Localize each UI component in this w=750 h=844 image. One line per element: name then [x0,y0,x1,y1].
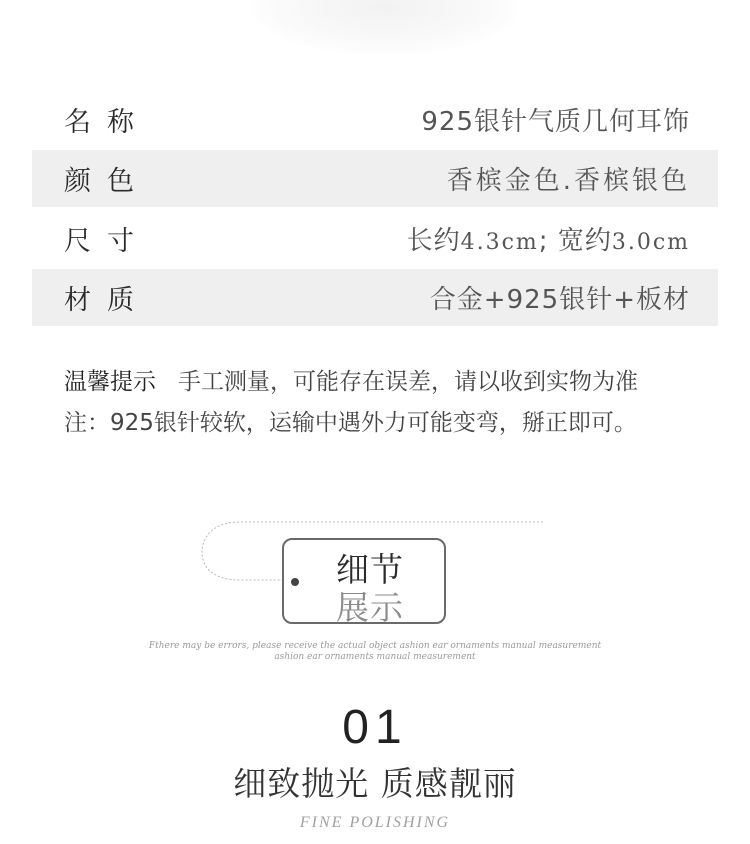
size-width-label: ; 宽约 [538,225,612,256]
spec-row-size [32,207,718,269]
section-subtitle-en: FINE POLISHING [299,814,451,831]
spec-value-size [407,220,690,257]
spec-label-size: 尺寸 [64,225,150,257]
spec-label-material: 材质 [64,285,150,316]
spec-value-color: 香槟金色.香槟银色 [446,166,690,196]
spec-label-name: 名称 [64,106,150,138]
size-width-value: 3.0cm [611,229,690,255]
fine-print [100,641,650,663]
spec-row-material [32,269,718,326]
tips-text-2: 注：925银针较软，运输中遇外力可能变弯，掰正即可。 [64,410,637,436]
spec-row-color [32,150,718,207]
size-length-label: 长约 [406,225,461,256]
product-image-shadow [250,0,520,55]
detail-title-line2: 展示 [336,588,404,627]
spec-value-name: 925银针气质几何耳饰 [421,106,690,137]
detail-title-line1: 细节 [336,550,404,589]
fine-print-line-1: Fthere may be errors, please receive the actual object ashion ear ornaments manual measurement [148,641,602,651]
spec-table [32,88,718,326]
spec-label-color: 颜色 [64,166,150,197]
tips-text-1: 手工测量，可能存在误差，请以收到实物为准 [178,369,638,395]
size-length-value: 4.3cm [460,229,539,255]
tips-line-1 [64,362,724,403]
spec-row-name [32,88,718,150]
section-number: 01 [342,701,408,754]
spec-value-material: 合金+925银针+板材 [429,285,690,315]
tips-title: 温馨提示 [64,369,156,395]
detail-dot [291,578,299,586]
fine-print-line-2: ashion ear ornaments manual measurement [274,652,476,662]
tips-section [64,362,724,444]
section-title: 细致抛光 质感靓丽 [233,764,517,803]
